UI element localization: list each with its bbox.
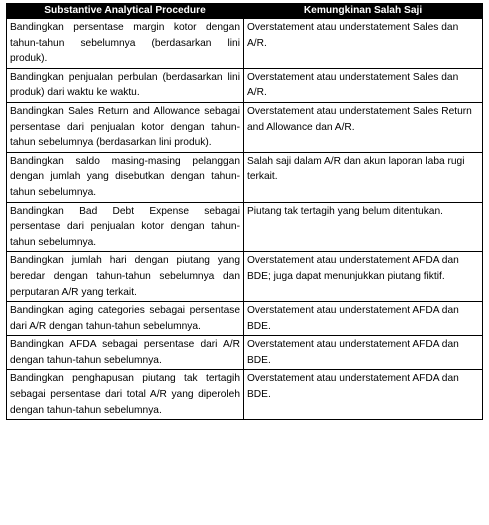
table-row (7, 19, 483, 69)
procedure-cell: Bandingkan saldo masing-masing pelanggan dengan jumlah yang disebutkan dengan tahun-tahun sebelumnya. (7, 152, 244, 202)
procedure-cell: Bandingkan Sales Return and Allowance sebagai persentase dari penjualan kotor dengan tahun-tahun sebelumnya (berdasarkan lini produk). (7, 102, 244, 152)
table-row (7, 336, 483, 370)
misstatement-cell: Overstatement atau understatement Sales dan A/R. (244, 68, 483, 102)
table-row (7, 252, 483, 302)
procedure-cell: Bandingkan penghapusan piutang tak tertagih sebagai persentase dari total A/R yang diperoleh dengan tahun-tahun sebelumnya. (7, 370, 244, 420)
table-row (7, 102, 483, 152)
misstatement-cell: Overstatement atau understatement AFDA dan BDE. (244, 370, 483, 420)
header-misstatement: Kemungkinan Salah Saji (244, 4, 483, 19)
header-procedure: Substantive Analytical Procedure (7, 4, 244, 19)
table-row (7, 302, 483, 336)
misstatement-cell: Overstatement atau understatement Sales Return and Allowance dan A/R. (244, 102, 483, 152)
misstatement-cell: Overstatement atau understatement Sales dan A/R. (244, 19, 483, 69)
misstatement-cell: Piutang tak tertagih yang belum ditentukan. (244, 202, 483, 252)
table-row (7, 370, 483, 420)
table-row (7, 202, 483, 252)
table-row (7, 68, 483, 102)
procedures-document (6, 3, 482, 420)
misstatement-cell: Overstatement atau understatement AFDA dan BDE; juga dapat menunjukkan piutang fiktif. (244, 252, 483, 302)
misstatement-cell: Salah saji dalam A/R dan akun laporan laba rugi terkait. (244, 152, 483, 202)
procedure-cell: Bandingkan jumlah hari dengan piutang yang beredar dengan tahun-tahun sebelumnya dan perputaran A/R yang terkait. (7, 252, 244, 302)
table-row (7, 152, 483, 202)
procedure-cell: Bandingkan Bad Debt Expense sebagai persentase dari penjualan kotor dengan tahun-tahun sebelumnya. (7, 202, 244, 252)
procedure-cell: Bandingkan AFDA sebagai persentase dari A/R dengan tahun-tahun sebelumnya. (7, 336, 244, 370)
table-header-row (7, 4, 483, 19)
analytical-procedures-table (6, 3, 483, 420)
misstatement-cell: Overstatement atau understatement AFDA dan BDE. (244, 336, 483, 370)
procedure-cell: Bandingkan penjualan perbulan (berdasarkan lini produk) dari waktu ke waktu. (7, 68, 244, 102)
procedure-cell: Bandingkan persentase margin kotor dengan tahun-tahun sebelumnya (berdasarkan lini produk). (7, 19, 244, 69)
procedure-cell: Bandingkan aging categories sebagai persentase dari A/R dengan tahun-tahun sebelumnya. (7, 302, 244, 336)
misstatement-cell: Overstatement atau understatement AFDA dan BDE. (244, 302, 483, 336)
